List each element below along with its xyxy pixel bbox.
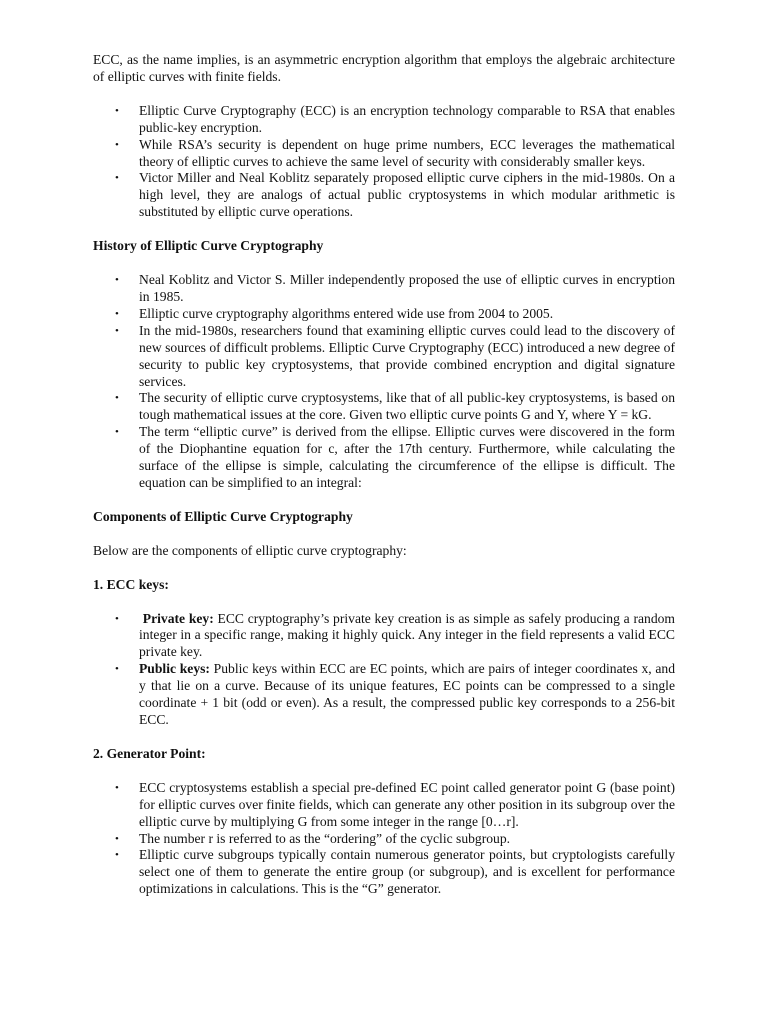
list-item: • Neal Koblitz and Victor S. Miller independently proposed the use of elliptic curves in encryption in 1985. bbox=[115, 272, 675, 304]
list-item bbox=[93, 661, 675, 729]
generator-heading: 2. Generator Point: bbox=[93, 745, 206, 761]
list-item bbox=[93, 611, 675, 662]
list-item: • While RSA’s security is dependent on huge prime numbers, ECC leverages the mathematical theory of elliptic curves to achieve the same level of security with considerably smaller keys. bbox=[115, 136, 675, 169]
bullet-icon: • bbox=[115, 612, 119, 625]
intro-paragraph: ECC, as the name implies, is an asymmetric encryption algorithm that employs the algebraic architecture of elliptic curves with finite fields. bbox=[93, 52, 675, 84]
private-key-text: ECC cryptography’s private key creation is as simple as safely producing a random integer in a specific range, making it highly quick. Any integer in the field represents a valid ECC private key. bbox=[139, 610, 675, 660]
components-intro: Below are the components of elliptic curve cryptography: bbox=[93, 542, 407, 558]
bullet-icon: • bbox=[115, 849, 119, 862]
private-key-label: Private key: bbox=[142, 610, 214, 626]
intro-bullet-list bbox=[93, 103, 675, 221]
bullet-icon: • bbox=[115, 663, 119, 676]
list-item: • ECC cryptosystems establish a special pre-defined EC point called generator point G (base point) for elliptic curves over finite fields, which can generate any other position in its subgroup over the elliptic curve by multiplying G from some integer in the range [0…r]. bbox=[115, 779, 675, 829]
components-heading: Components of Elliptic Curve Cryptography bbox=[93, 508, 353, 524]
list-item: • The security of elliptic curve cryptosystems, like that of all public-key cryptosystems, is based on tough mathematical issues at the core. Given two elliptic curve points G and Y, where Y = kG. bbox=[115, 390, 675, 423]
bullet-icon: • bbox=[115, 426, 119, 439]
bullet-icon: • bbox=[115, 104, 119, 117]
list-item: • The number r is referred to as the “ordering” of the cyclic subgroup. bbox=[115, 830, 511, 846]
bullet-icon: • bbox=[115, 307, 119, 320]
bullet-icon: • bbox=[115, 832, 119, 845]
bullet-icon: • bbox=[115, 274, 119, 287]
bullet-icon: • bbox=[115, 138, 119, 151]
ecc-keys-bullet-list bbox=[93, 611, 675, 729]
public-key-label: Public keys: bbox=[139, 661, 210, 677]
generator-bullet-list bbox=[93, 780, 675, 898]
history-bullet-list bbox=[93, 272, 675, 492]
list-item: • Victor Miller and Neal Koblitz separately proposed elliptic curve ciphers in the mid-1980s. On a high level, they are analogs of actual public cryptosystems in which modular arithmetic is substituted by elliptic curve operations. bbox=[115, 170, 675, 220]
history-heading: History of Elliptic Curve Cryptography bbox=[93, 238, 324, 254]
bullet-icon: • bbox=[115, 172, 119, 185]
list-item: • The term “elliptic curve” is derived from the ellipse. Elliptic curves were discovered in the form of the Diophantine equation for c, after the 17th century. Furthermore, while calculating the surface of the ellipse is simple, calculating the circumference of the ellipse is difficult. The equation can be simplified to an integral: bbox=[115, 424, 675, 490]
bullet-icon: • bbox=[115, 392, 119, 405]
ecc-keys-heading: 1. ECC keys: bbox=[93, 576, 169, 592]
document-page bbox=[93, 52, 675, 915]
list-item: • Elliptic curve cryptography algorithms entered wide use from 2004 to 2005. bbox=[115, 305, 554, 321]
list-item: • Elliptic curve subgroups typically contain numerous generator points, but cryptologists carefully select one of them to generate the entire group (or subgroup), and is excellent for performance optimizations in calculations. This is the “G” generator. bbox=[115, 847, 675, 897]
bullet-icon: • bbox=[115, 324, 119, 337]
list-item: • Elliptic Curve Cryptography (ECC) is an encryption technology comparable to RSA that enables public-key encryption. bbox=[115, 102, 675, 135]
public-key-text: Public keys within ECC are EC points, which are pairs of integer coordinates x, and y that lie on a curve. Because of its unique features, EC points can be compressed to a single coordinate + 1 bit (odd or even). As a result, the compressed public key corresponds to a 256-bit ECC. bbox=[139, 661, 675, 727]
bullet-icon: • bbox=[115, 781, 119, 794]
list-item: • In the mid-1980s, researchers found that examining elliptic curves could lead to the discovery of new sources of difficult problems. Elliptic Curve Cryptography (ECC) introduced a new degree of security to public key cryptosystems, that provide combined encryption and digital signature services. bbox=[115, 322, 675, 389]
